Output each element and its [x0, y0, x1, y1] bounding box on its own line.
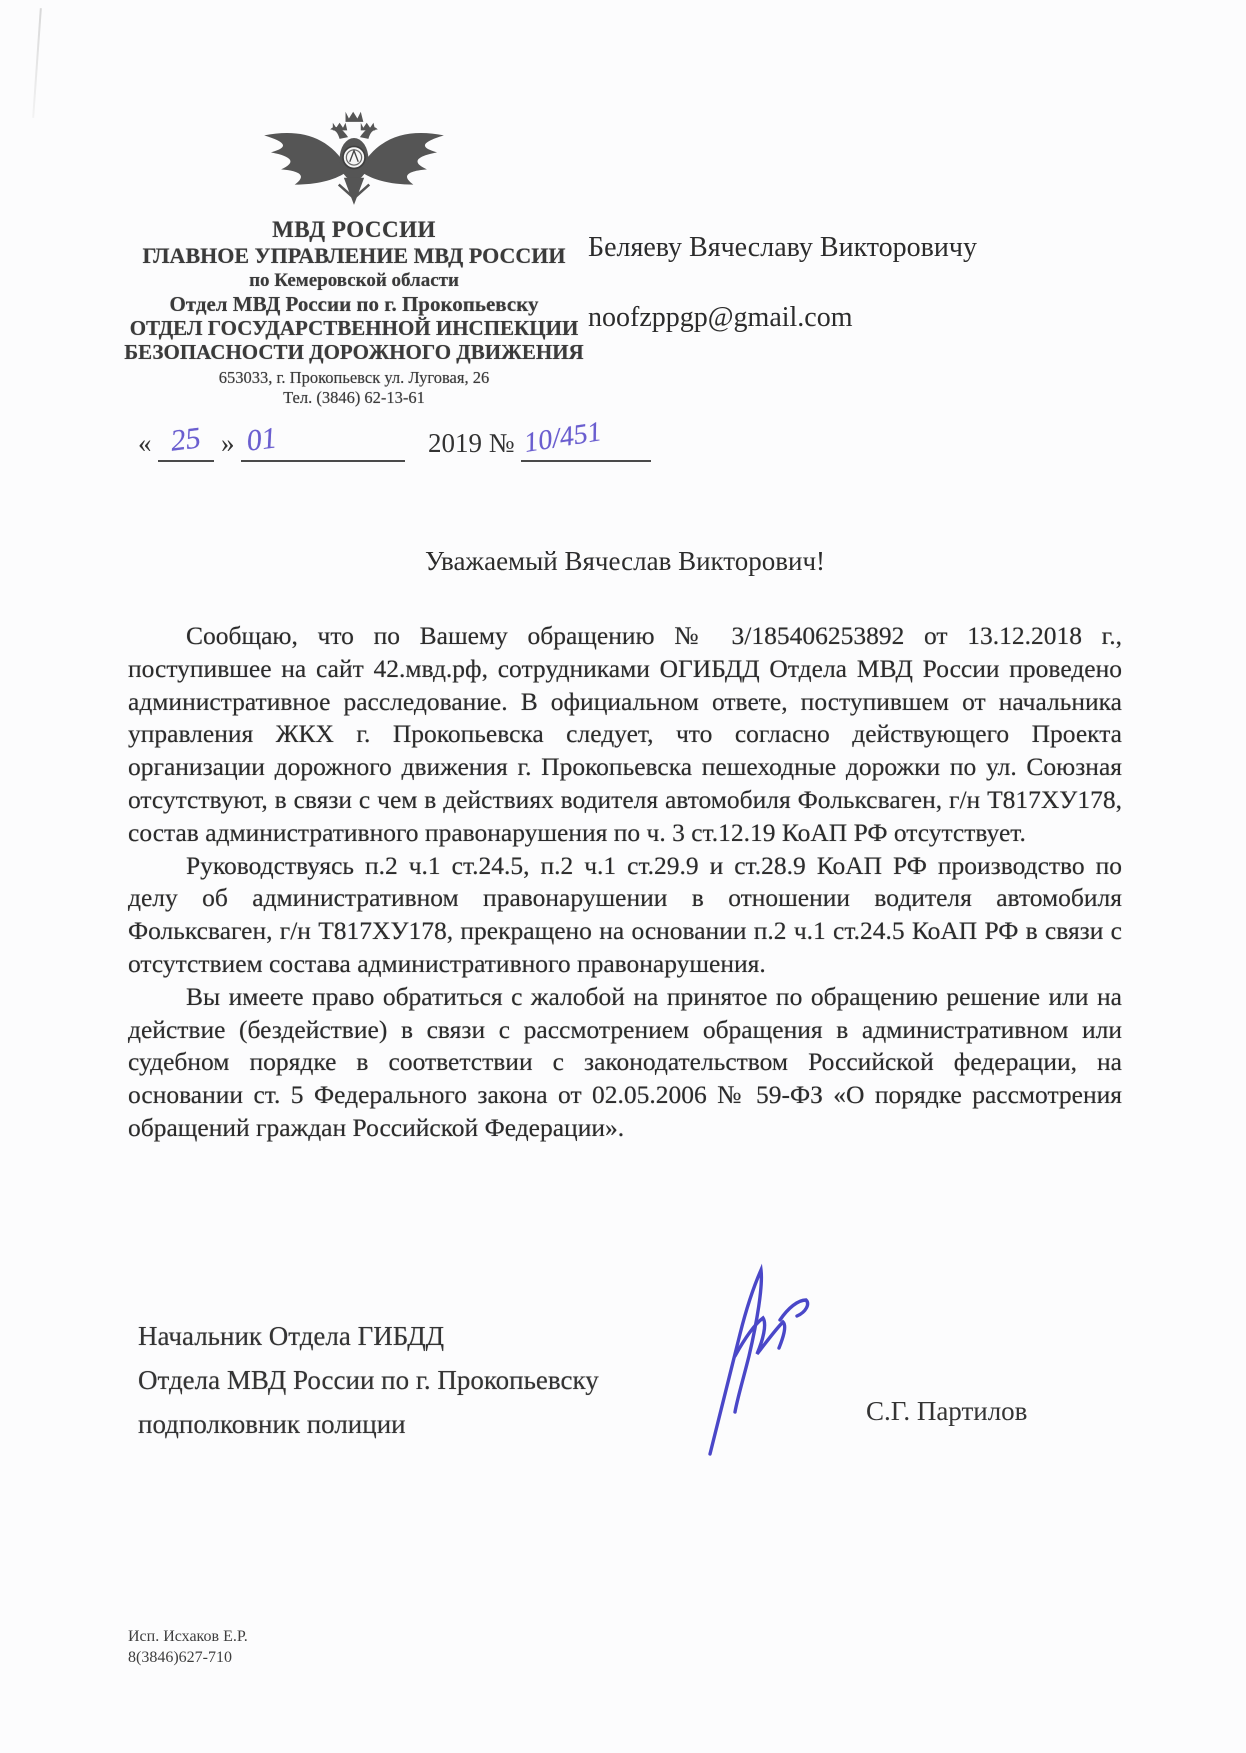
body-paragraph-2: Руководствуясь п.2 ч.1 ст.24.5, п.2 ч.1 ст.29.9 и ст.28.9 КоАП РФ производство по делу об административном правонарушении в отношении водителя автомобиля Фольксваген, г/н Т817ХУ178, прекращено на основании п.2 ч.1 ст.24.5 КоАП РФ в связи с отсутствием состава административного правонарушения. [128, 850, 1122, 978]
org-name-line1: МВД РОССИИ [272, 217, 436, 242]
signer-title-line1: Начальник Отдела ГИБДД [138, 1321, 445, 1351]
close-quote: » [221, 428, 235, 458]
date-number-line [138, 416, 651, 462]
executor-phone: 8(3846)627-710 [128, 1649, 232, 1666]
month-field [241, 421, 405, 462]
mvd-eagle-emblem-icon [247, 110, 461, 210]
handwritten-month: 01 [244, 421, 279, 458]
signer-title-block [138, 1314, 599, 1446]
recipient-name: Беляеву Вячеславу Викторовичу [588, 232, 977, 263]
scan-edge-artifact [32, 8, 42, 118]
year-number-label: 2019 № [428, 428, 515, 458]
org-address: 653033, г. Прокопьевск ул. Луговая, 26 [218, 368, 490, 387]
org-name-line6: БЕЗОПАСНОСТИ ДОРОЖНОГО ДВИЖЕНИЯ [124, 340, 584, 364]
executor-name: Исп. Исхаков Е.Р. [128, 1628, 248, 1645]
letter-body [128, 620, 1122, 1145]
body-paragraph-3: Вы имеете право обратиться с жалобой на принятое по обращению решение или на действие (бездействие) в связи с рассмотрением обращения в административном или судебном порядке в соответствии с законодательством Российской федерации, на основании ст. 5 Федерального закона от 02.05.2006 № 59-ФЗ «О порядке рассмотрения обращений граждан Российской Федерации». [128, 981, 1122, 1142]
salutation: Уважаемый Вячеслав Викторович! [424, 546, 826, 576]
open-quote: « [138, 428, 152, 458]
executor-footer [128, 1626, 248, 1668]
handwritten-day: 25 [168, 421, 203, 458]
body-paragraph-1: Сообщаю, что по Вашему обращению № 3/185406253892 от 13.12.2018 г., поступившее на сайт 42.мвд.рф, сотрудниками ОГИБДД Отдела МВД России проведено административное расследование. В официальном ответе, поступившем от начальника управления ЖКХ г. Прокопьевска следует, что согласно действующего Проекта организации дорожного движения г. Прокопьевска пешеходные дорожки по ул. Союзная отсутствуют, в связи с чем в действиях водителя автомобиля Фольксваген, г/н Т817ХУ178, состав административного правонарушения по ч. 3 ст.12.19 КоАП РФ отсутствует. [128, 621, 1122, 847]
recipient-email: noofzppgp@gmail.com [588, 302, 853, 333]
org-name-line2: ГЛАВНОЕ УПРАВЛЕНИЕ МВД РОССИИ [142, 243, 566, 268]
recipient-block [588, 232, 977, 334]
signer-name: С.Г. Партилов [866, 1396, 1028, 1426]
day-field [158, 421, 214, 462]
org-name-line5: ОТДЕЛ ГОСУДАРСТВЕННОЙ ИНСПЕКЦИИ [129, 316, 579, 340]
handwritten-doc-number: 10/451 [522, 416, 604, 459]
org-name-line3: по Кемеровской области [249, 270, 459, 291]
signer-title-line2: Отдела МВД России по г. Прокопьевску [138, 1365, 599, 1395]
signer-title-line3: подполковник полиции [138, 1409, 406, 1439]
org-name-line4: Отдел МВД России по г. Прокопьевску [169, 292, 539, 316]
letterhead [115, 110, 593, 408]
document-number-field [521, 416, 651, 462]
signature-scribble-icon [696, 1258, 826, 1458]
org-phone: Тел. (3846) 62-13-61 [283, 388, 425, 407]
